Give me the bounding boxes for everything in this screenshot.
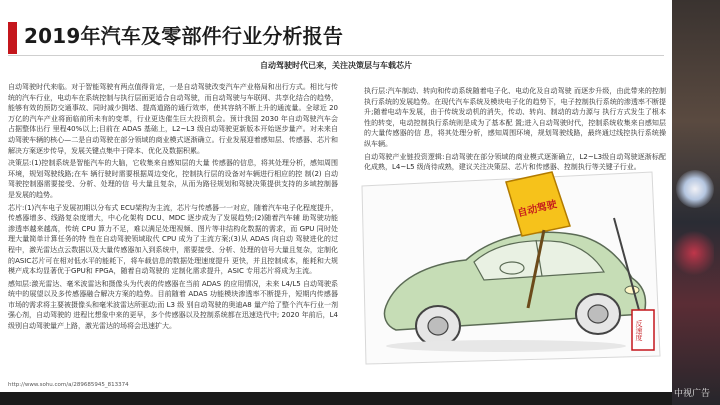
channel-watermark: 中视广告 bbox=[674, 389, 711, 399]
paragraph-decision-layer: 决策层:(1)控制系统是智能汽车的大脑，它收集来自感知层的大量 传感器的信息，将其处理分析，感知周围环境，规划驾驶线路;在车 辆行驶时需要根据周边变化，控制执行层的设备对车辆进行相应的控 制(2) 自动驾驶控制器需要接受、分析、处理的信 号大量且复杂，从而为路径规划和驾驶决策提供支持的多域控制器是发展的趋势。 bbox=[8, 159, 338, 199]
paragraph-perception-layer: 感知层:激光雷达、毫米波雷达和摄像头为代表的传感器在当前 ADAS 的应用情况，未来 L4/L5 自动驾驶系统中的展望以及多传感器融合解决方案的趋势。目前随着 ADAS 功能模块渗透率不断提升，短期内传感器市场的需求将主要被摄像头和毫米波雷达所驱动;而 L3 级 别自动驾驶的奥迪A8 量产给了整个汽车行业一剂强心剂，自动驾驶的 进程比想象中来的更早，多个传感器以及控制系统都在迅速迭代中; 2020 年前后，L4 级别自动驾驶量产上路，激光雷达的场将会迅速扩大。 bbox=[8, 279, 338, 331]
page-title: 2019年汽车及零部件行业分析报告 bbox=[24, 24, 344, 48]
right-column bbox=[364, 86, 666, 175]
paragraph-execution-layer: 执行层:汽车制动、转向和传动系统随着电子化、电动化及自动驾驶 而逐步升级，由此带来的控制执行系统的发展趋势。在现代汽车系统及模块电子化的趋势下，电子控制执行系统的渗透率不断提升;随着电动车发展，由于传统发动机的消失，传动、转向、制动的动力源与 执行方式发生了根本性的转变，电动控制执行系统则是成为了基本配 置;进入自动驾驶时代，控制系统收集来自感知层的大量传感器的信 息，将其处理分析，感知周围环境，规划驾驶线路，最终通过线控执行系统操纵车辆。 bbox=[364, 87, 666, 148]
self-driving-car-illustration bbox=[356, 168, 666, 368]
box-label: 反速度 bbox=[635, 320, 643, 341]
source-url: http://www.sohu.com/a/289685945_813374 bbox=[8, 382, 129, 388]
background-photo-strip bbox=[672, 0, 720, 405]
page-subtitle: 自动驾驶时代已来，关注决策层与车载芯片 bbox=[260, 61, 412, 70]
paragraph-investment-logic: 自动驾驶产业链投资逻辑:自动驾驶在部分领域的商业模式逐渐确立，L2~L3级自动驾驶逐渐标配化成熟，L4~L5 级尚待成熟，建议关注决策层、芯片和传感器、控制执行等关键子行业。 bbox=[364, 152, 666, 172]
background-light bbox=[676, 170, 714, 208]
title-accent-bar bbox=[8, 22, 17, 54]
paragraph-chips: 芯片:(1)汽车电子发展初期以分布式 ECU架构为主流，芯片与传感器一一对应，随着汽车电子化程度提升，传感器增多、线路复杂度增大，中心化架构 DCU、MDC 逐步成为了发展趋势;(2)随着汽车辅 助驾驶功能渗透率越来越高，传统 CPU 算力不足，难以满足处理视频、图片等非结构化数据的需求，而 GPU 同时处理大量简单计算任务的特 性在自动驾驶领域取代 CPU 成为了主流方案;(3)从 ADAS 向自动 驾驶进化的过程中，激光雷达点云数据以及大量传感器加入到系统中，需要接受、分析、处理的信号大量且复杂，定制化的ASIC芯片可在相对低水平的能耗下，将车载信息的数据处理速度提升 更快，并且控制成本，能耗和大规模产成本均显著优于GPU和 FPGA，随着自动驾驶的 定制化需求提升，ASIC 专用芯片将成为主流。 bbox=[8, 203, 338, 276]
left-column bbox=[8, 82, 338, 334]
background-light bbox=[674, 228, 714, 278]
paragraph-autonomous-era: 自动驾驶时代来临。对于智能驾驶有两点值得肯定，一是自动驾驶改变汽车产业格局和出行方式。相比与传统的汽车行业，电动车在系统控制与执行层面更适合自动驾驶，而自动驾驶与车联网、共享化结合的趋势，能够有效的预防交通事故、同时减少拥堵、提高道路的通行效率，使其容纳不断上升的通流量。全球近 20 万亿的汽车产业将面临前所未有的变革，行业更迭催生巨大投资机会。预计我国 2030 年自动驾驶汽车会占据整体出行 里程40%以上;目前在 ADAS 基础上，L2~L3 级自动驾驶更新版本开始逐步量产。对未来自动驾驶车辆的核心—二是自动驾驶在部分领域的商业模式逐渐确立。行业发展迎着感知层、传感器、芯片和解决方案逐步传导，发展关键点集中于降本、优化及数据积累。 bbox=[8, 83, 338, 155]
title-divider bbox=[8, 55, 664, 56]
sign-label: 自动驾驶 bbox=[516, 199, 559, 220]
